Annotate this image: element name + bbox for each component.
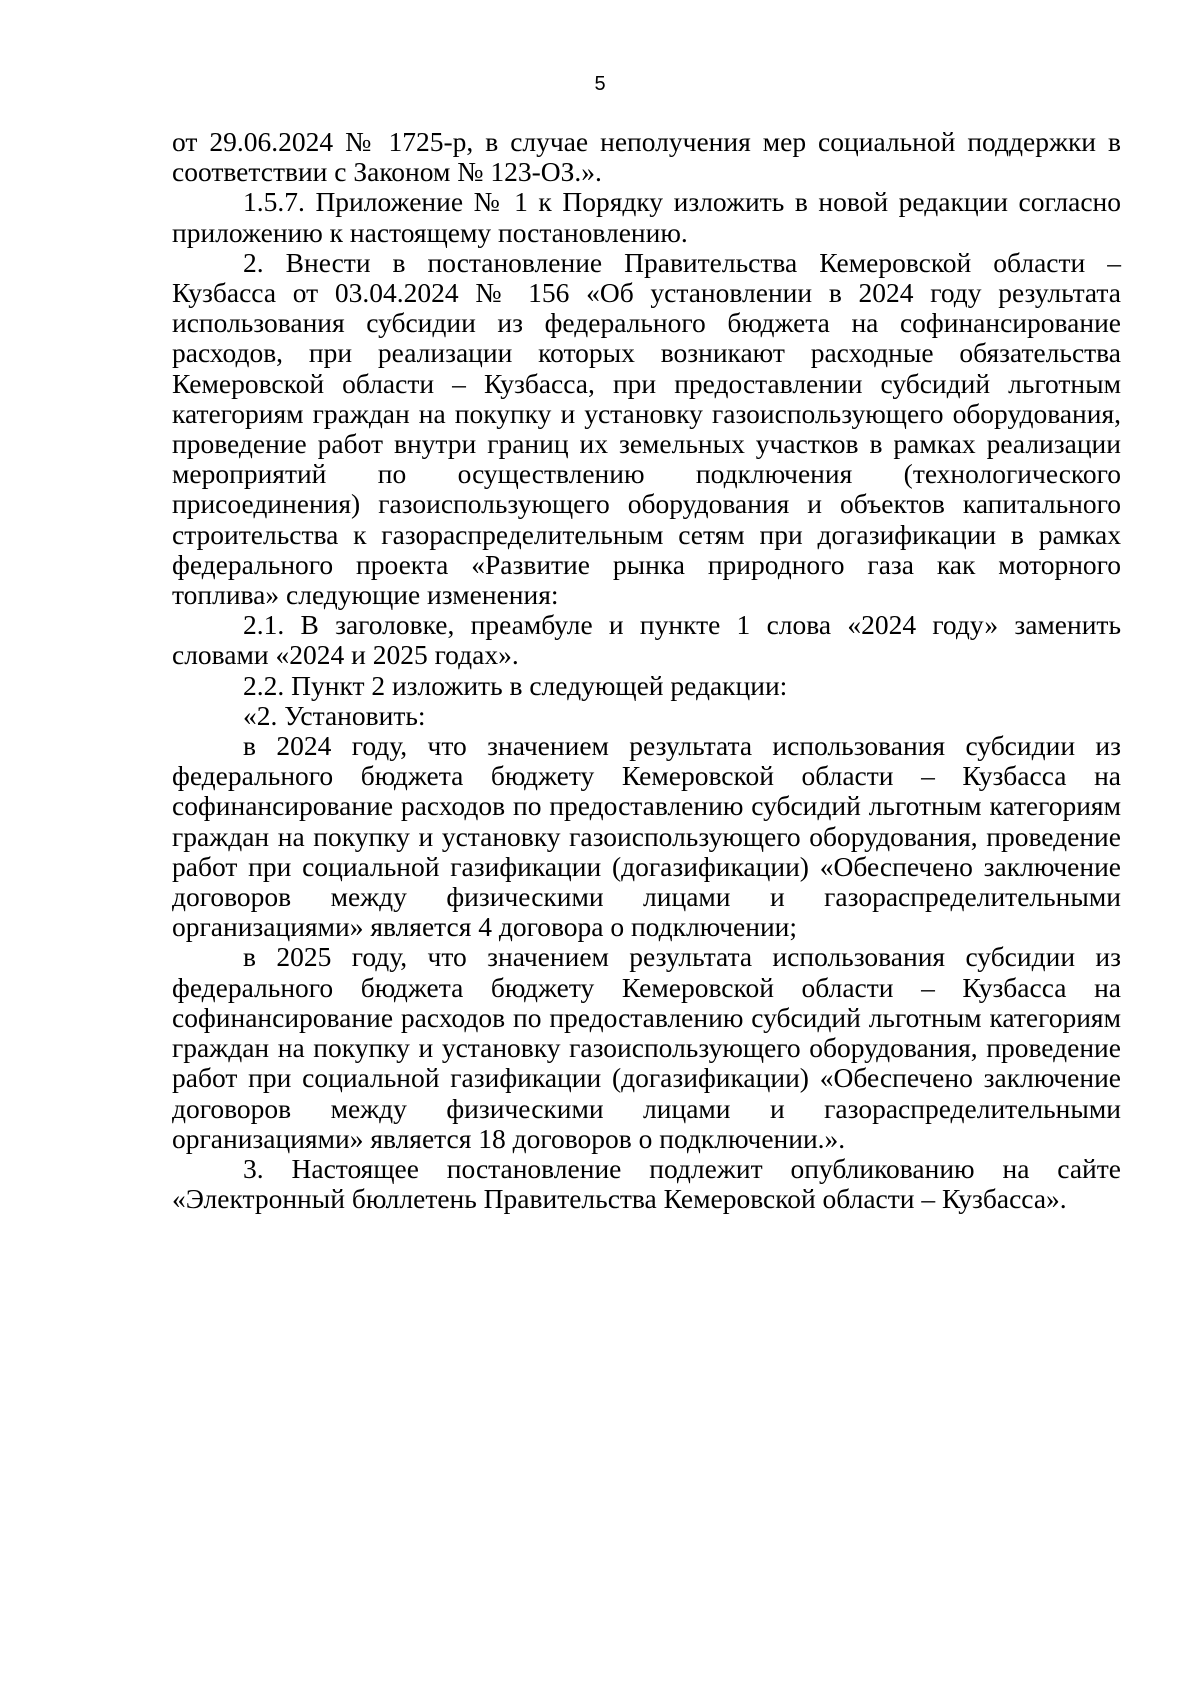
paragraph-2: 2. Внести в постановление Правительства Кемеровской области – Кузбасса от 03.04.2024 № 156 «Об установлении в 2024 году результата использования субсидии из федерального бюджета на софинансирование расходов, при реализации которых возникают расходные обязательства Кемеровской области – Кузбасса, при предоставлении субсидий льготным категориям граждан на покупку и установку газоиспользующего оборудования, проведение работ внутри границ их земельных участков в рамках реализации мероприятий по осуществлению подключения (технологического присоединения) газоиспользующего оборудования и объектов капитального строительства к газораспределительным сетям при догазификации в рамках федерального проекта «Развитие рынка природного газа как моторного топлива» следующие изменения: — [172, 246, 1121, 611]
paragraph-2025: в 2025 году, что значением результата использования субсидии из федерального бюджета бюджету Кемеровской области – Кузбасса на софинансирование расходов по предоставлению субсидий льготным категориям граждан на покупку и установку газоиспользующего оборудования, проведение работ при социальной газификации (догазификации) «Обеспечено заключение договоров между физическими лицами и газораспределительными организациями» является 18 договоров о подключении.». — [172, 941, 1121, 1154]
page-number: 5 — [594, 73, 606, 95]
paragraph-3: 3. Настоящее постановление подлежит опубликованию на сайте «Электронный бюллетень Правительства Кемеровской области – Кузбасса». — [172, 1152, 1121, 1215]
paragraph-1-5-7: 1.5.7. Приложение № 1 к Порядку изложить в новой редакции согласно приложению к настоящему постановлению. — [172, 186, 1121, 248]
document-body — [172, 127, 1121, 1214]
paragraph-2-2: 2.2. Пункт 2 изложить в следующей редакции: — [243, 669, 788, 701]
paragraph-2024: в 2024 году, что значением результата использования субсидии из федерального бюджета бюджету Кемеровской области – Кузбасса на софинансирование расходов по предоставлению субсидий льготным категориям граждан на покупку и установку газоиспользующего оборудования, проведение работ при социальной газификации (догазификации) «Обеспечено заключение договоров между физическими лицами и газораспределительными организациями» является 4 договора о подключении; — [172, 730, 1121, 943]
paragraph-establish: «2. Установить: — [243, 699, 426, 731]
paragraph-continuation: от 29.06.2024 № 1725-р, в случае неполучения мер социальной поддержки в соответствии с Законом № 123-ОЗ.». — [172, 126, 1121, 188]
paragraph-2-1: 2.1. В заголовке, преамбуле и пункте 1 слова «2024 году» заменить словами «2024 и 2025 годах». — [172, 609, 1121, 671]
